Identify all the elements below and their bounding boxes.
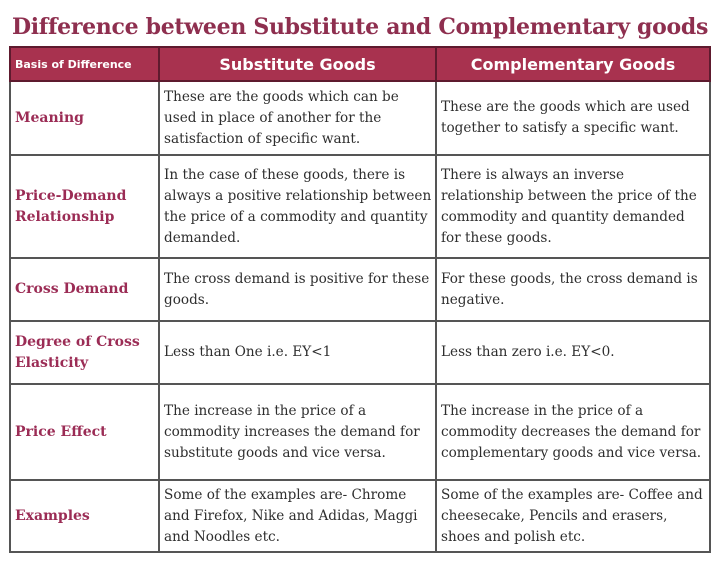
row-label: Degree of Cross Elasticity: [10, 321, 159, 384]
substitute-cell: The cross demand is positive for these goods.: [159, 258, 436, 321]
column-header-complementary: Complementary Goods: [436, 47, 710, 81]
substitute-cell: Some of the examples are- Chrome and Firefox, Nike and Adidas, Maggi and Noodles etc.: [159, 480, 436, 552]
column-header-substitute: Substitute Goods: [159, 47, 436, 81]
table-row-meaning: [10, 81, 710, 155]
table-header-row: [10, 47, 710, 81]
substitute-cell: These are the goods which can be used in place of another for the satisfaction of specific want.: [159, 81, 436, 155]
complementary-cell: These are the goods which are used together to satisfy a specific want.: [436, 81, 710, 155]
complementary-cell: The increase in the price of a commodity decreases the demand for complementary goods and vice versa.: [436, 384, 710, 480]
substitute-cell: The increase in the price of a commodity increases the demand for substitute goods and vice versa.: [159, 384, 436, 480]
comparison-table: [9, 46, 711, 553]
table-row-price-demand: [10, 155, 710, 258]
row-label: Price Effect: [10, 384, 159, 480]
complementary-cell: There is always an inverse relationship between the price of the commodity and quantity demanded for these goods.: [436, 155, 710, 258]
row-label: Price-Demand Relationship: [10, 155, 159, 258]
row-label: Examples: [10, 480, 159, 552]
column-header-basis: Basis of Difference: [10, 47, 159, 81]
table-row-examples: [10, 480, 710, 552]
substitute-cell: In the case of these goods, there is always a positive relationship between the price of a commodity and quantity demanded.: [159, 155, 436, 258]
row-label: Cross Demand: [10, 258, 159, 321]
page-title: Difference between Substitute and Complementary goods: [11, 14, 709, 40]
table-row-cross-demand: [10, 258, 710, 321]
table-row-price-effect: [10, 384, 710, 480]
table-row-cross-elasticity: [10, 321, 710, 384]
complementary-cell: For these goods, the cross demand is negative.: [436, 258, 710, 321]
row-label: Meaning: [10, 81, 159, 155]
complementary-cell: Less than zero i.e. EY<0.: [436, 321, 710, 384]
substitute-cell: Less than One i.e. EY<1: [159, 321, 436, 384]
complementary-cell: Some of the examples are- Coffee and cheesecake, Pencils and erasers, shoes and polish etc.: [436, 480, 710, 552]
